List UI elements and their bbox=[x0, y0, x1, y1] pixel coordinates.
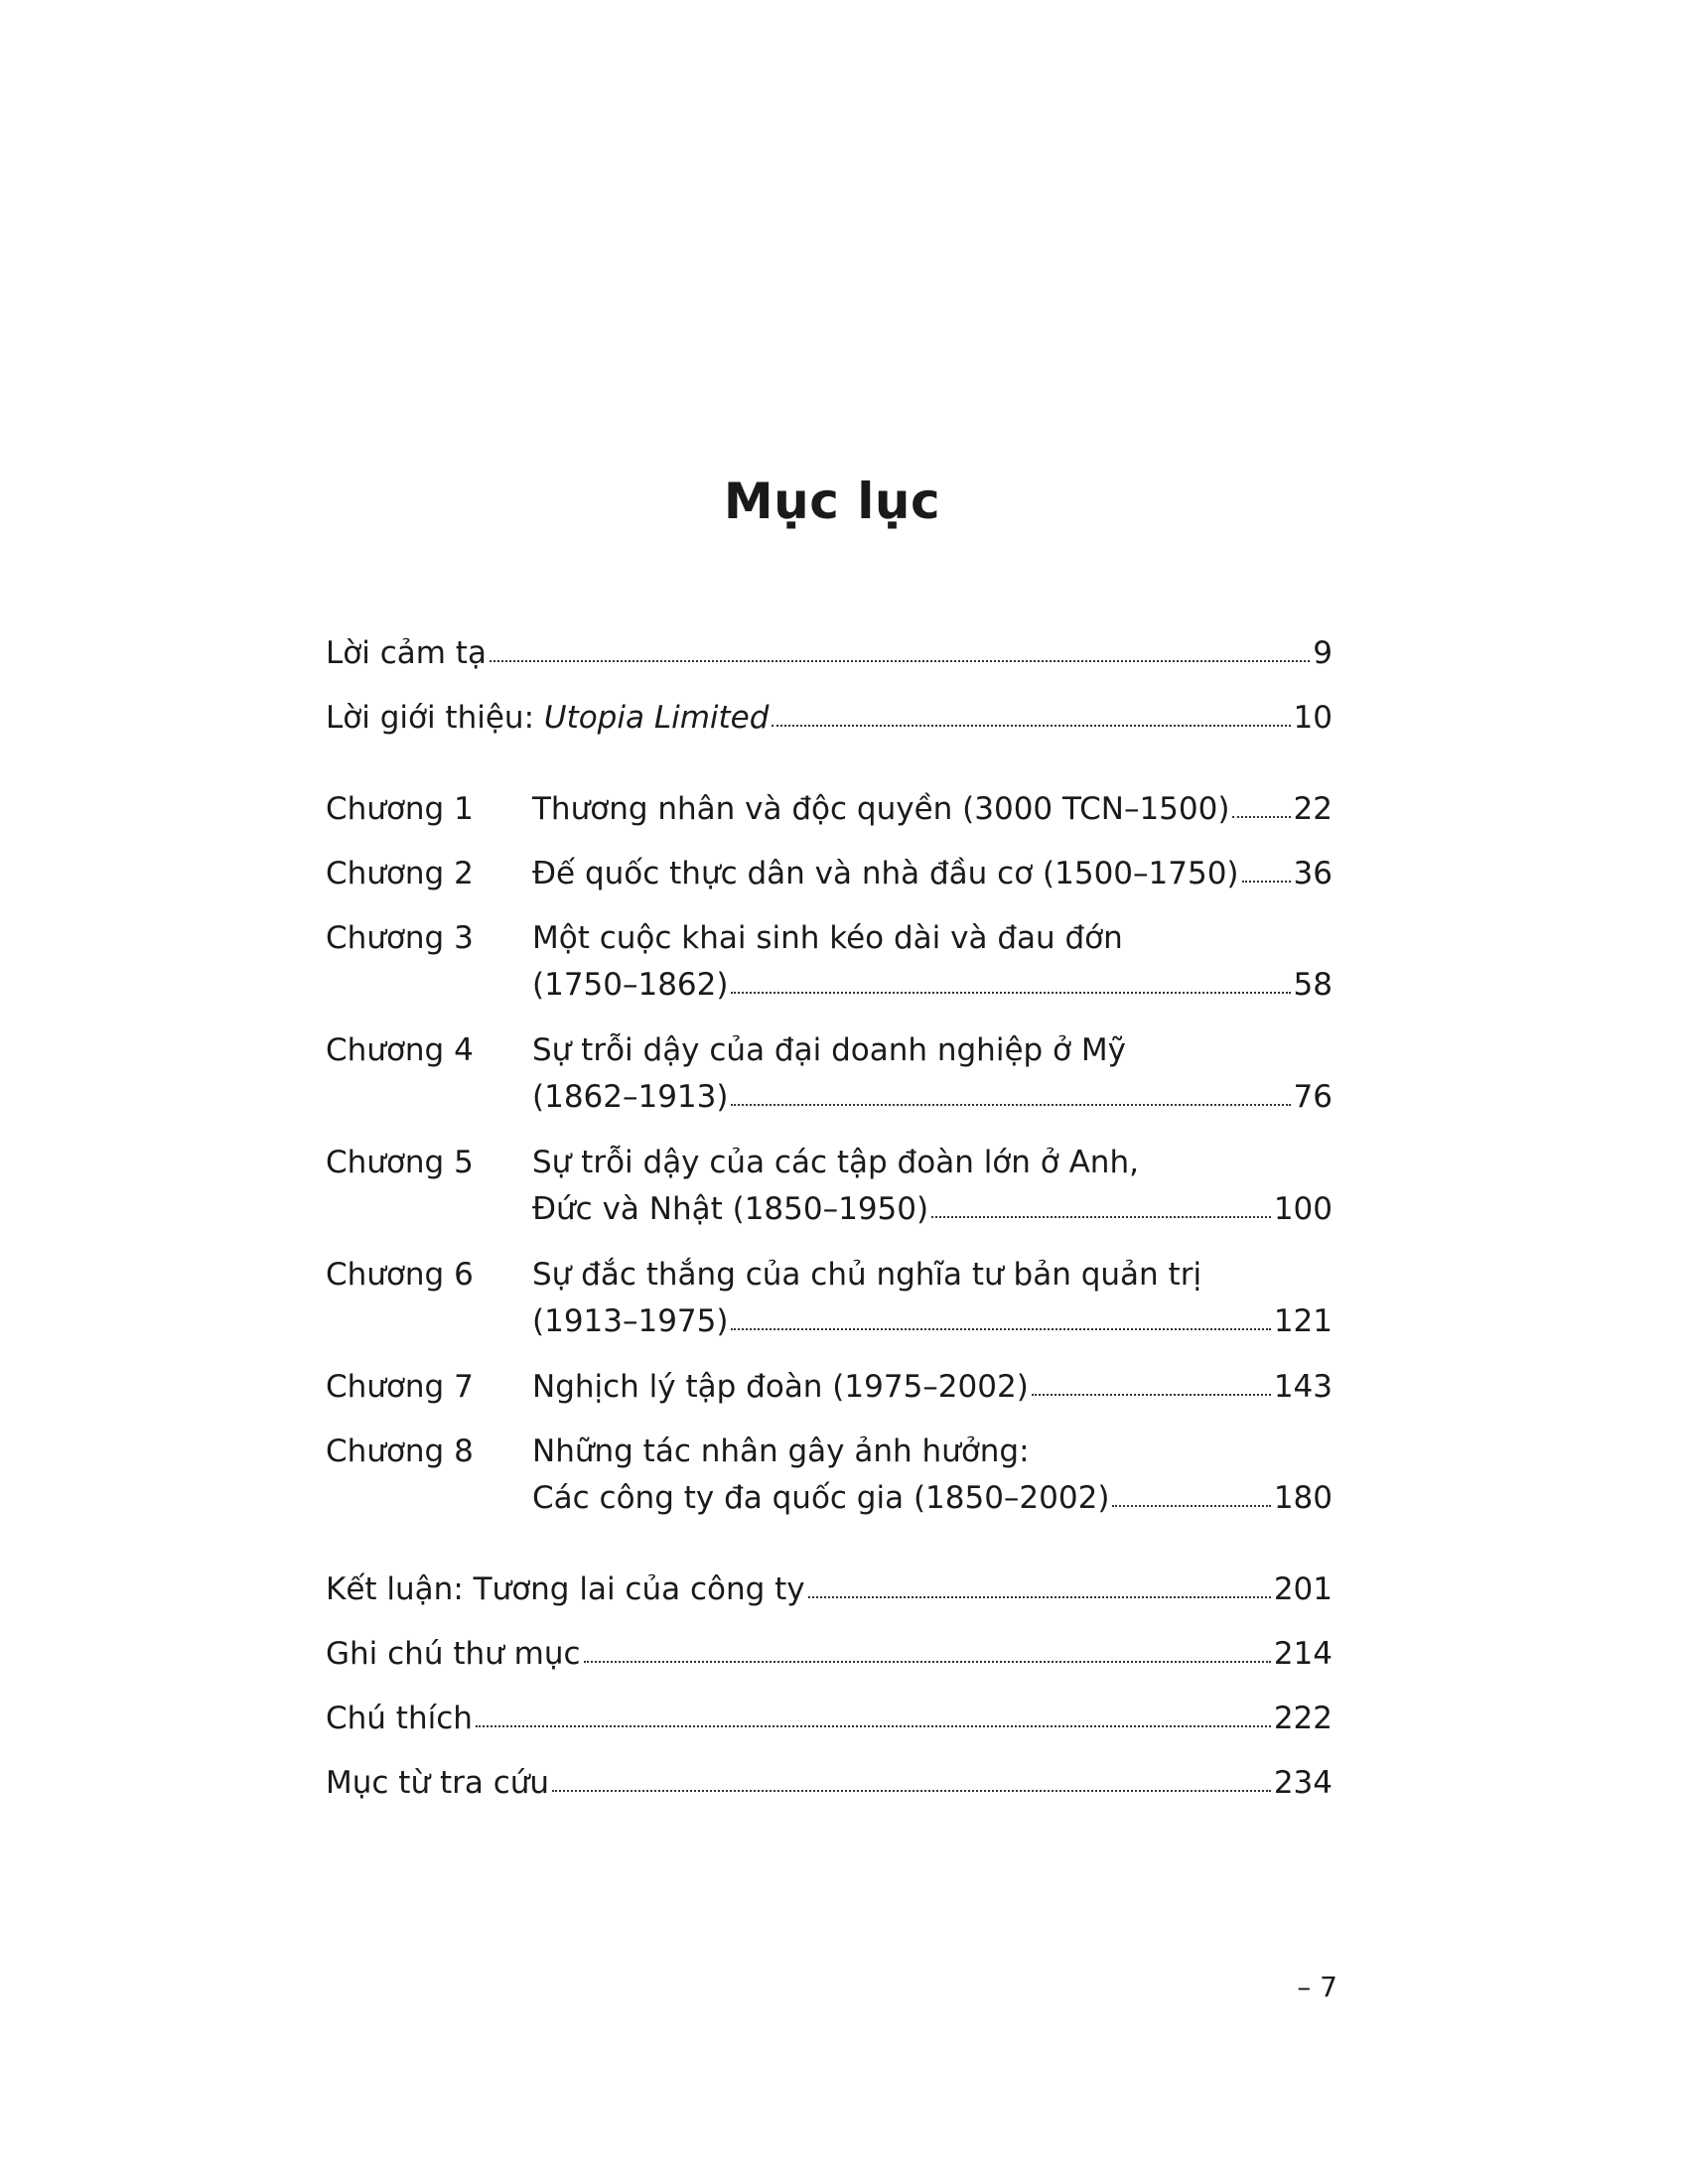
chapter-label-4: Chương 4 bbox=[326, 1032, 474, 1068]
toc-page-number: 222 bbox=[1273, 1701, 1333, 1736]
page-number: – 7 bbox=[1297, 1971, 1337, 2003]
toc-entry-title: Thương nhân và độc quyền (3000 TCN–1500) bbox=[532, 791, 1230, 827]
toc-entry-introduction[interactable] bbox=[326, 690, 1333, 736]
chapter-label-6: Chương 6 bbox=[326, 1257, 474, 1293]
toc-page-number: 76 bbox=[1293, 1079, 1333, 1115]
toc-entry-chapter-5-line-2[interactable] bbox=[532, 1181, 1333, 1227]
toc-page-number: 9 bbox=[1313, 635, 1333, 671]
toc-entry-chapter-3-line-1[interactable] bbox=[532, 910, 1333, 956]
dot-leader bbox=[1112, 1505, 1270, 1507]
toc-page-number: 121 bbox=[1273, 1303, 1333, 1339]
dot-leader bbox=[731, 1104, 1290, 1106]
toc-entry-title: Nghịch lý tập đoàn (1975–2002) bbox=[532, 1369, 1029, 1405]
chapter-label-7: Chương 7 bbox=[326, 1369, 474, 1405]
toc-entry-conclusion[interactable] bbox=[326, 1562, 1333, 1607]
dot-leader bbox=[731, 1328, 1270, 1330]
toc-entry-bibliography-notes[interactable] bbox=[326, 1626, 1333, 1672]
toc-entry-title: Những tác nhân gây ảnh hưởng: bbox=[532, 1433, 1030, 1469]
toc-page-number: 58 bbox=[1293, 967, 1333, 1003]
dot-leader bbox=[584, 1661, 1271, 1663]
dot-leader bbox=[931, 1216, 1271, 1218]
chapter-label-1: Chương 1 bbox=[326, 791, 474, 827]
dot-leader bbox=[490, 660, 1310, 662]
toc-entry-title-continued: (1750–1862) bbox=[532, 967, 729, 1003]
toc-entry-chapter-8-line-1[interactable] bbox=[532, 1424, 1333, 1469]
toc-page-number: 143 bbox=[1273, 1369, 1333, 1405]
toc-entry-chapter-8-line-2[interactable] bbox=[532, 1470, 1333, 1516]
toc-entry-title: Mục từ tra cứu bbox=[326, 1765, 550, 1801]
chapter-label-2: Chương 2 bbox=[326, 856, 474, 891]
dot-leader bbox=[731, 992, 1290, 994]
toc-entry-notes[interactable] bbox=[326, 1691, 1333, 1736]
toc-entry-chapter-2[interactable] bbox=[532, 846, 1333, 891]
toc-page-number: 201 bbox=[1273, 1571, 1333, 1607]
toc-entry-acknowledgements[interactable] bbox=[326, 625, 1333, 671]
toc-entry-title: Đế quốc thực dân và nhà đầu cơ (1500–1750) bbox=[532, 856, 1239, 891]
toc-page-number: 180 bbox=[1273, 1480, 1333, 1516]
toc-entry-title-continued: (1862–1913) bbox=[532, 1079, 729, 1115]
page-title: Mục lục bbox=[723, 472, 941, 530]
toc-entry-title: Kết luận: Tương lai của công ty bbox=[326, 1571, 805, 1607]
chapter-label-8: Chương 8 bbox=[326, 1433, 474, 1469]
toc-entry-index[interactable] bbox=[326, 1755, 1333, 1801]
toc-entry-title: Sự trỗi dậy của đại doanh nghiệp ở Mỹ bbox=[532, 1032, 1126, 1068]
chapter-label-3: Chương 3 bbox=[326, 920, 474, 956]
dot-leader bbox=[1242, 881, 1291, 883]
dot-leader bbox=[476, 1725, 1271, 1727]
toc-page-number: 214 bbox=[1273, 1636, 1333, 1672]
dot-leader bbox=[808, 1596, 1271, 1598]
toc-page-number: 100 bbox=[1273, 1191, 1333, 1227]
toc-entry-chapter-6-line-1[interactable] bbox=[532, 1247, 1333, 1293]
toc-page-number: 10 bbox=[1293, 700, 1333, 736]
toc-entry-title-continued: (1913–1975) bbox=[532, 1303, 729, 1339]
dot-leader bbox=[1232, 816, 1290, 818]
toc-entry-title: Ghi chú thư mục bbox=[326, 1636, 581, 1672]
chapter-label-5: Chương 5 bbox=[326, 1145, 474, 1180]
toc-page-number: 234 bbox=[1273, 1765, 1333, 1801]
toc-entry-chapter-5-line-1[interactable] bbox=[532, 1135, 1333, 1180]
toc-page-number: 22 bbox=[1293, 791, 1333, 827]
toc-entry-chapter-7[interactable] bbox=[532, 1359, 1333, 1405]
toc-entry-title bbox=[326, 700, 769, 736]
toc-entry-title: Một cuộc khai sinh kéo dài và đau đớn bbox=[532, 920, 1123, 956]
toc-entry-title: Chú thích bbox=[326, 1701, 473, 1736]
toc-entry-title-continued: Các công ty đa quốc gia (1850–2002) bbox=[532, 1480, 1110, 1516]
toc-entry-italic-title: Utopia Limited bbox=[543, 700, 770, 736]
toc-entry-chapter-4-line-2[interactable] bbox=[532, 1069, 1333, 1115]
toc-entry-chapter-4-line-1[interactable] bbox=[532, 1023, 1333, 1068]
toc-entry-chapter-6-line-2[interactable] bbox=[532, 1294, 1333, 1339]
toc-entry-chapter-1[interactable] bbox=[532, 781, 1333, 827]
toc-page-number: 36 bbox=[1293, 856, 1333, 891]
toc-entry-title: Sự trỗi dậy của các tập đoàn lớn ở Anh, bbox=[532, 1145, 1139, 1180]
toc-entry-title: Lời cảm tạ bbox=[326, 635, 487, 671]
dot-leader bbox=[552, 1790, 1271, 1792]
toc-entry-prefix: Lời giới thiệu: bbox=[326, 700, 544, 736]
dot-leader bbox=[772, 725, 1290, 727]
dot-leader bbox=[1032, 1394, 1271, 1396]
toc-entry-chapter-3-line-2[interactable] bbox=[532, 957, 1333, 1003]
toc-entry-title-continued: Đức và Nhật (1850–1950) bbox=[532, 1191, 929, 1227]
toc-entry-title: Sự đắc thắng của chủ nghĩa tư bản quản trị bbox=[532, 1257, 1202, 1293]
